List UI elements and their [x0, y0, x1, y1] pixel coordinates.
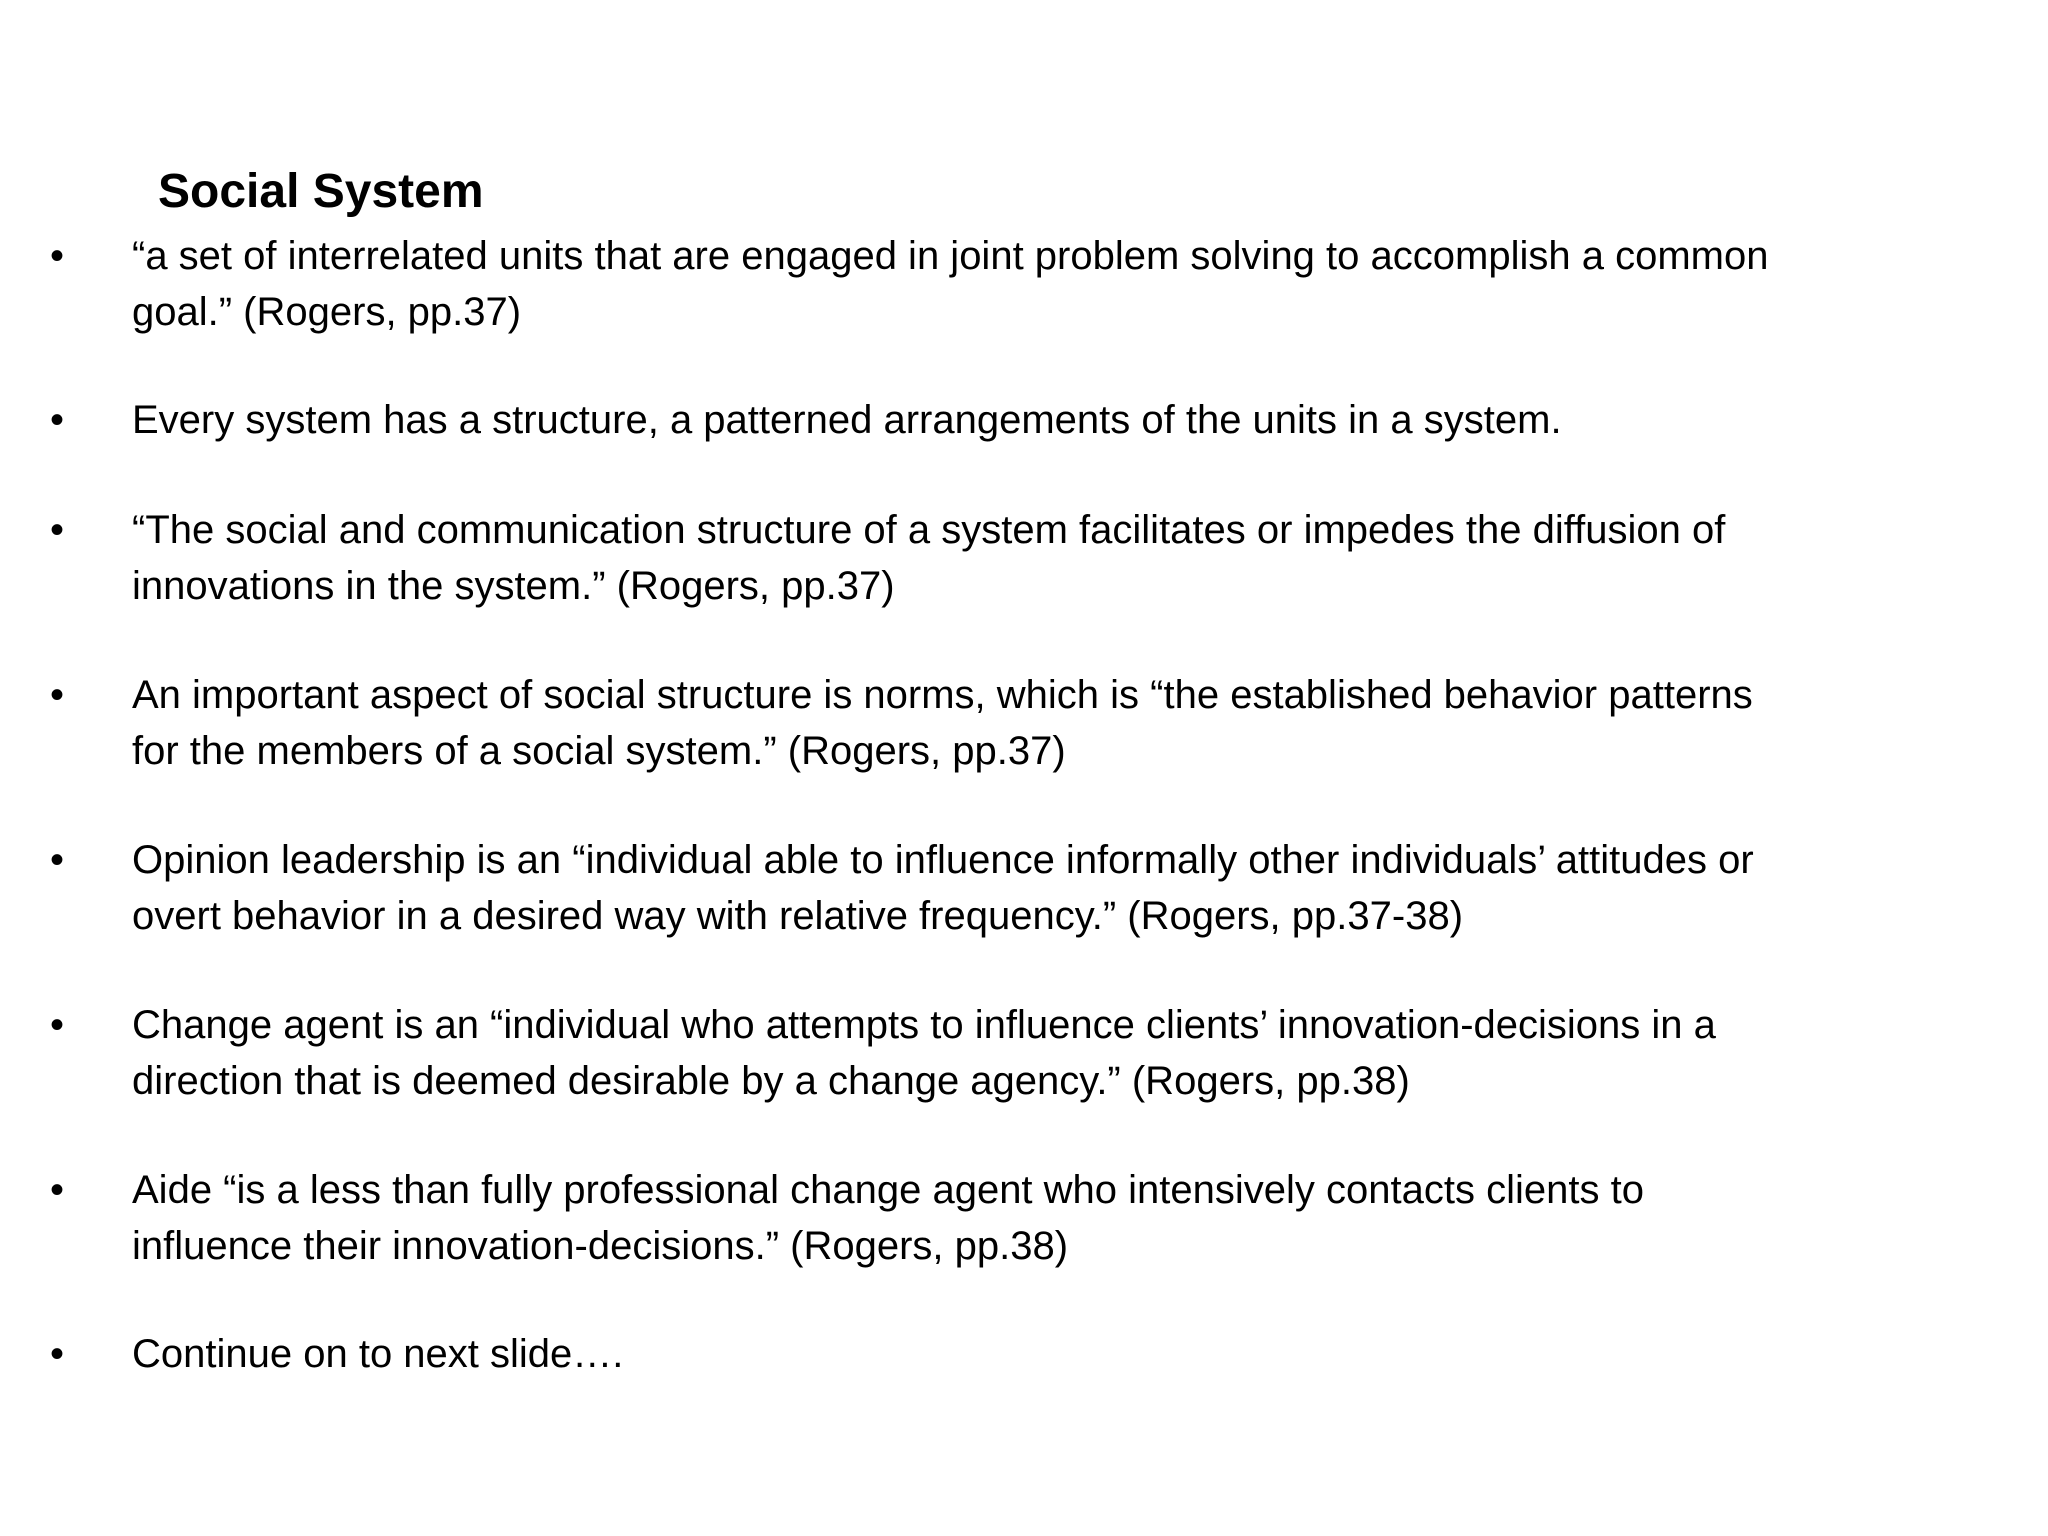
- bullet-line: Opinion leadership is an “individual able to influence informally other individuals’ attitudes or: [132, 838, 1754, 882]
- bullet-icon: •: [50, 838, 65, 882]
- bullet-line: “The social and communication structure of a system facilitates or impedes the diffusion of: [132, 508, 1726, 552]
- bullet-line: overt behavior in a desired way with relative frequency.” (Rogers, pp.37-38): [132, 894, 1464, 938]
- bullet-line: Every system has a structure, a patterned arrangements of the units in a system.: [132, 398, 1562, 442]
- bullet-icon: •: [50, 398, 65, 442]
- bullet-text: [132, 502, 2022, 614]
- bullet-icon: •: [50, 673, 65, 717]
- bullet-icon: •: [50, 234, 65, 278]
- bullet-icon: •: [50, 1332, 65, 1376]
- bullet-text: [132, 997, 2022, 1109]
- bullet-text: [132, 832, 2022, 944]
- bullet-icon: •: [50, 1003, 65, 1047]
- bullet-line: direction that is deemed desirable by a change agency.” (Rogers, pp.38): [132, 1059, 1410, 1103]
- bullet-line: An important aspect of social structure is norms, which is “the established behavior patterns: [132, 673, 1753, 717]
- bullet-text: [132, 1162, 2022, 1274]
- bullet-line: Aide “is a less than fully professional change agent who intensively contacts clients to: [132, 1168, 1644, 1212]
- bullet-line: for the members of a social system.” (Rogers, pp.37): [132, 729, 1066, 773]
- bullet-text: [132, 667, 2022, 779]
- bullet-line: “a set of interrelated units that are engaged in joint problem solving to accomplish a common: [132, 234, 1769, 278]
- bullet-line: Change agent is an “individual who attempts to influence clients’ innovation-decisions in a: [132, 1003, 1716, 1047]
- bullet-line: innovations in the system.” (Rogers, pp.37): [132, 564, 895, 608]
- slide-title: Social System: [158, 165, 484, 218]
- bullet-text: [132, 1326, 2022, 1382]
- bullet-line: influence their innovation-decisions.” (Rogers, pp.38): [132, 1224, 1069, 1268]
- bullet-line: goal.” (Rogers, pp.37): [132, 290, 522, 334]
- bullet-line: Continue on to next slide….: [132, 1332, 624, 1376]
- bullet-icon: •: [50, 508, 65, 552]
- bullet-text: [132, 392, 2022, 448]
- bullet-text: [132, 228, 2022, 340]
- bullet-icon: •: [50, 1168, 65, 1212]
